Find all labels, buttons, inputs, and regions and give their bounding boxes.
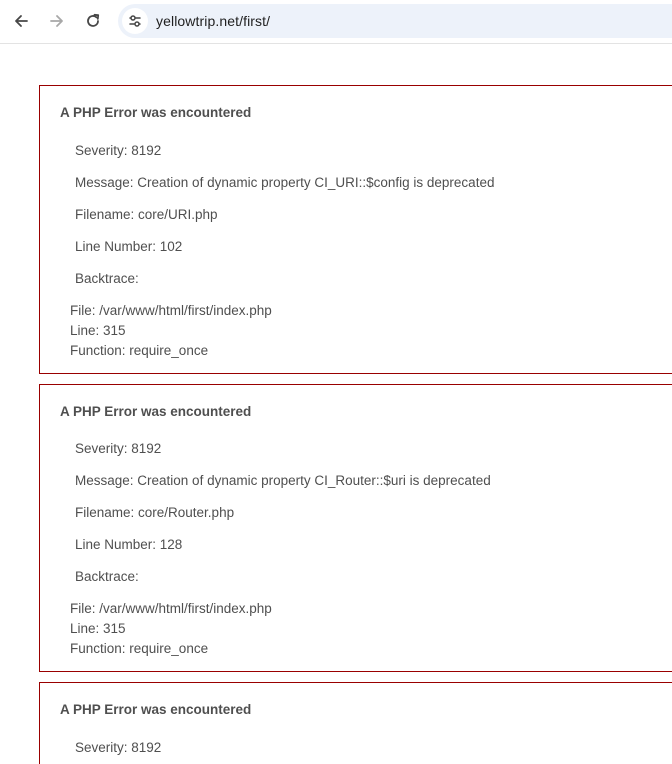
reload-button[interactable] xyxy=(78,6,108,36)
php-error-block xyxy=(39,384,672,672)
forward-button[interactable] xyxy=(42,6,72,36)
error-severity: Severity: 8192 xyxy=(75,143,162,158)
php-error-block xyxy=(39,85,672,374)
error-title: A PHP Error was encountered xyxy=(60,404,252,419)
error-line-number: Line Number: 102 xyxy=(75,239,183,254)
backtrace-function: Function: require_once xyxy=(70,641,209,656)
error-message: Message: Creation of dynamic property CI_URI::$config is deprecated xyxy=(75,175,495,190)
error-filename: Filename: core/Router.php xyxy=(75,505,235,520)
browser-toolbar xyxy=(0,0,672,44)
backtrace-line: Line: 315 xyxy=(70,621,126,636)
backtrace-file: File: /var/www/html/first/index.php xyxy=(70,601,272,616)
error-title: A PHP Error was encountered xyxy=(60,105,252,120)
php-error-block xyxy=(39,682,672,764)
error-line-number: Line Number: 128 xyxy=(75,537,183,552)
tune-icon xyxy=(128,14,142,28)
backtrace-function: Function: require_once xyxy=(70,343,209,358)
error-backtrace-label: Backtrace: xyxy=(75,271,139,286)
error-backtrace-label: Backtrace: xyxy=(75,569,139,584)
error-filename: Filename: core/URI.php xyxy=(75,207,218,222)
backtrace-line: Line: 315 xyxy=(70,323,126,338)
arrow-left-icon xyxy=(13,13,29,29)
error-message: Message: Creation of dynamic property CI_Router::$uri is deprecated xyxy=(75,473,491,488)
backtrace-file: File: /var/www/html/first/index.php xyxy=(70,303,272,318)
arrow-right-icon xyxy=(49,13,65,29)
reload-icon xyxy=(85,13,101,29)
site-info-button[interactable] xyxy=(122,8,148,34)
error-severity: Severity: 8192 xyxy=(75,441,162,456)
error-title: A PHP Error was encountered xyxy=(60,702,252,717)
address-bar[interactable] xyxy=(118,4,672,38)
error-severity: Severity: 8192 xyxy=(75,740,162,755)
back-button[interactable] xyxy=(6,6,36,36)
page-content xyxy=(0,44,672,764)
url-text[interactable]: yellowtrip.net/first/ xyxy=(156,13,271,29)
